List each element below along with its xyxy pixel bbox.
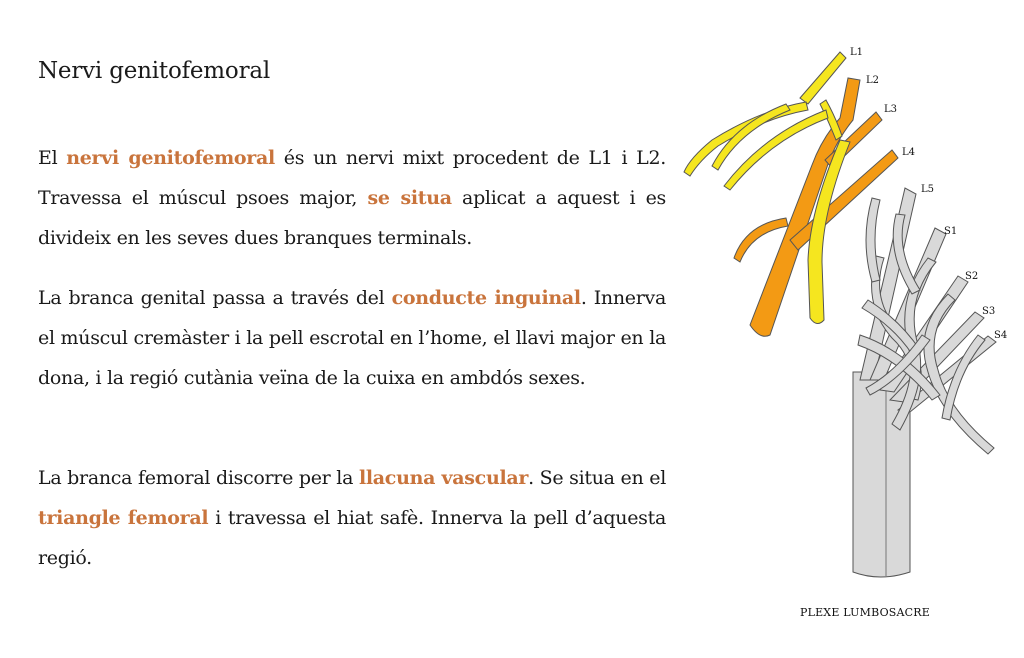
term-link[interactable]: triangle femoral [38, 507, 209, 529]
paragraph-femoral-branch [38, 458, 666, 578]
label-s2: S2 [965, 271, 979, 282]
paragraph-genital-branch [38, 278, 666, 398]
label-l2: L2 [866, 75, 880, 86]
label-l4: L4 [902, 147, 916, 158]
label-s1: S1 [944, 226, 958, 237]
term-link[interactable]: llacuna vascular [358, 467, 529, 489]
term-link[interactable]: nervi genitofemoral [66, 147, 275, 169]
term-link[interactable]: conducte inguinal [391, 287, 581, 309]
label-l1: L1 [850, 47, 864, 58]
label-l5: L5 [921, 184, 935, 195]
paragraph-text: . Innerva el múscul cremàster i la pell escrotal en l’home, el llavi major en la dona, i la regió cutània veïna de la cuixa en ambdós sexes. [38, 287, 666, 389]
paragraph-text: El [38, 147, 67, 169]
paragraph-text: La branca genital passa a través del [38, 287, 392, 309]
paragraph-text: La branca femoral discorre per la [38, 467, 359, 489]
paragraph-text: és un nervi mixt procedent de L1 i L2. Travessa el múscul psoes major, [38, 147, 666, 209]
term-link[interactable]: se situa [367, 187, 452, 209]
paragraph-text: aplicat a aquest i es divideix en les seves dues branques terminals. [38, 187, 666, 249]
label-s4: S4 [994, 330, 1008, 341]
label-s3: S3 [982, 306, 996, 317]
page-title: Nervi genitofemoral [38, 58, 271, 84]
label-l3: L3 [884, 104, 898, 115]
paragraph-text: . Se situa en el [528, 467, 666, 489]
paragraph-text: i travessa el hiat safè. Innerva la pell d’aquesta regió. [38, 507, 666, 569]
lumbosacral-plexus-illustration [680, 30, 1024, 590]
figure-caption: PLEXE LUMBOSACRE [799, 606, 931, 619]
sacral-nerves-gray [853, 188, 996, 577]
paragraph-intro [38, 138, 666, 258]
